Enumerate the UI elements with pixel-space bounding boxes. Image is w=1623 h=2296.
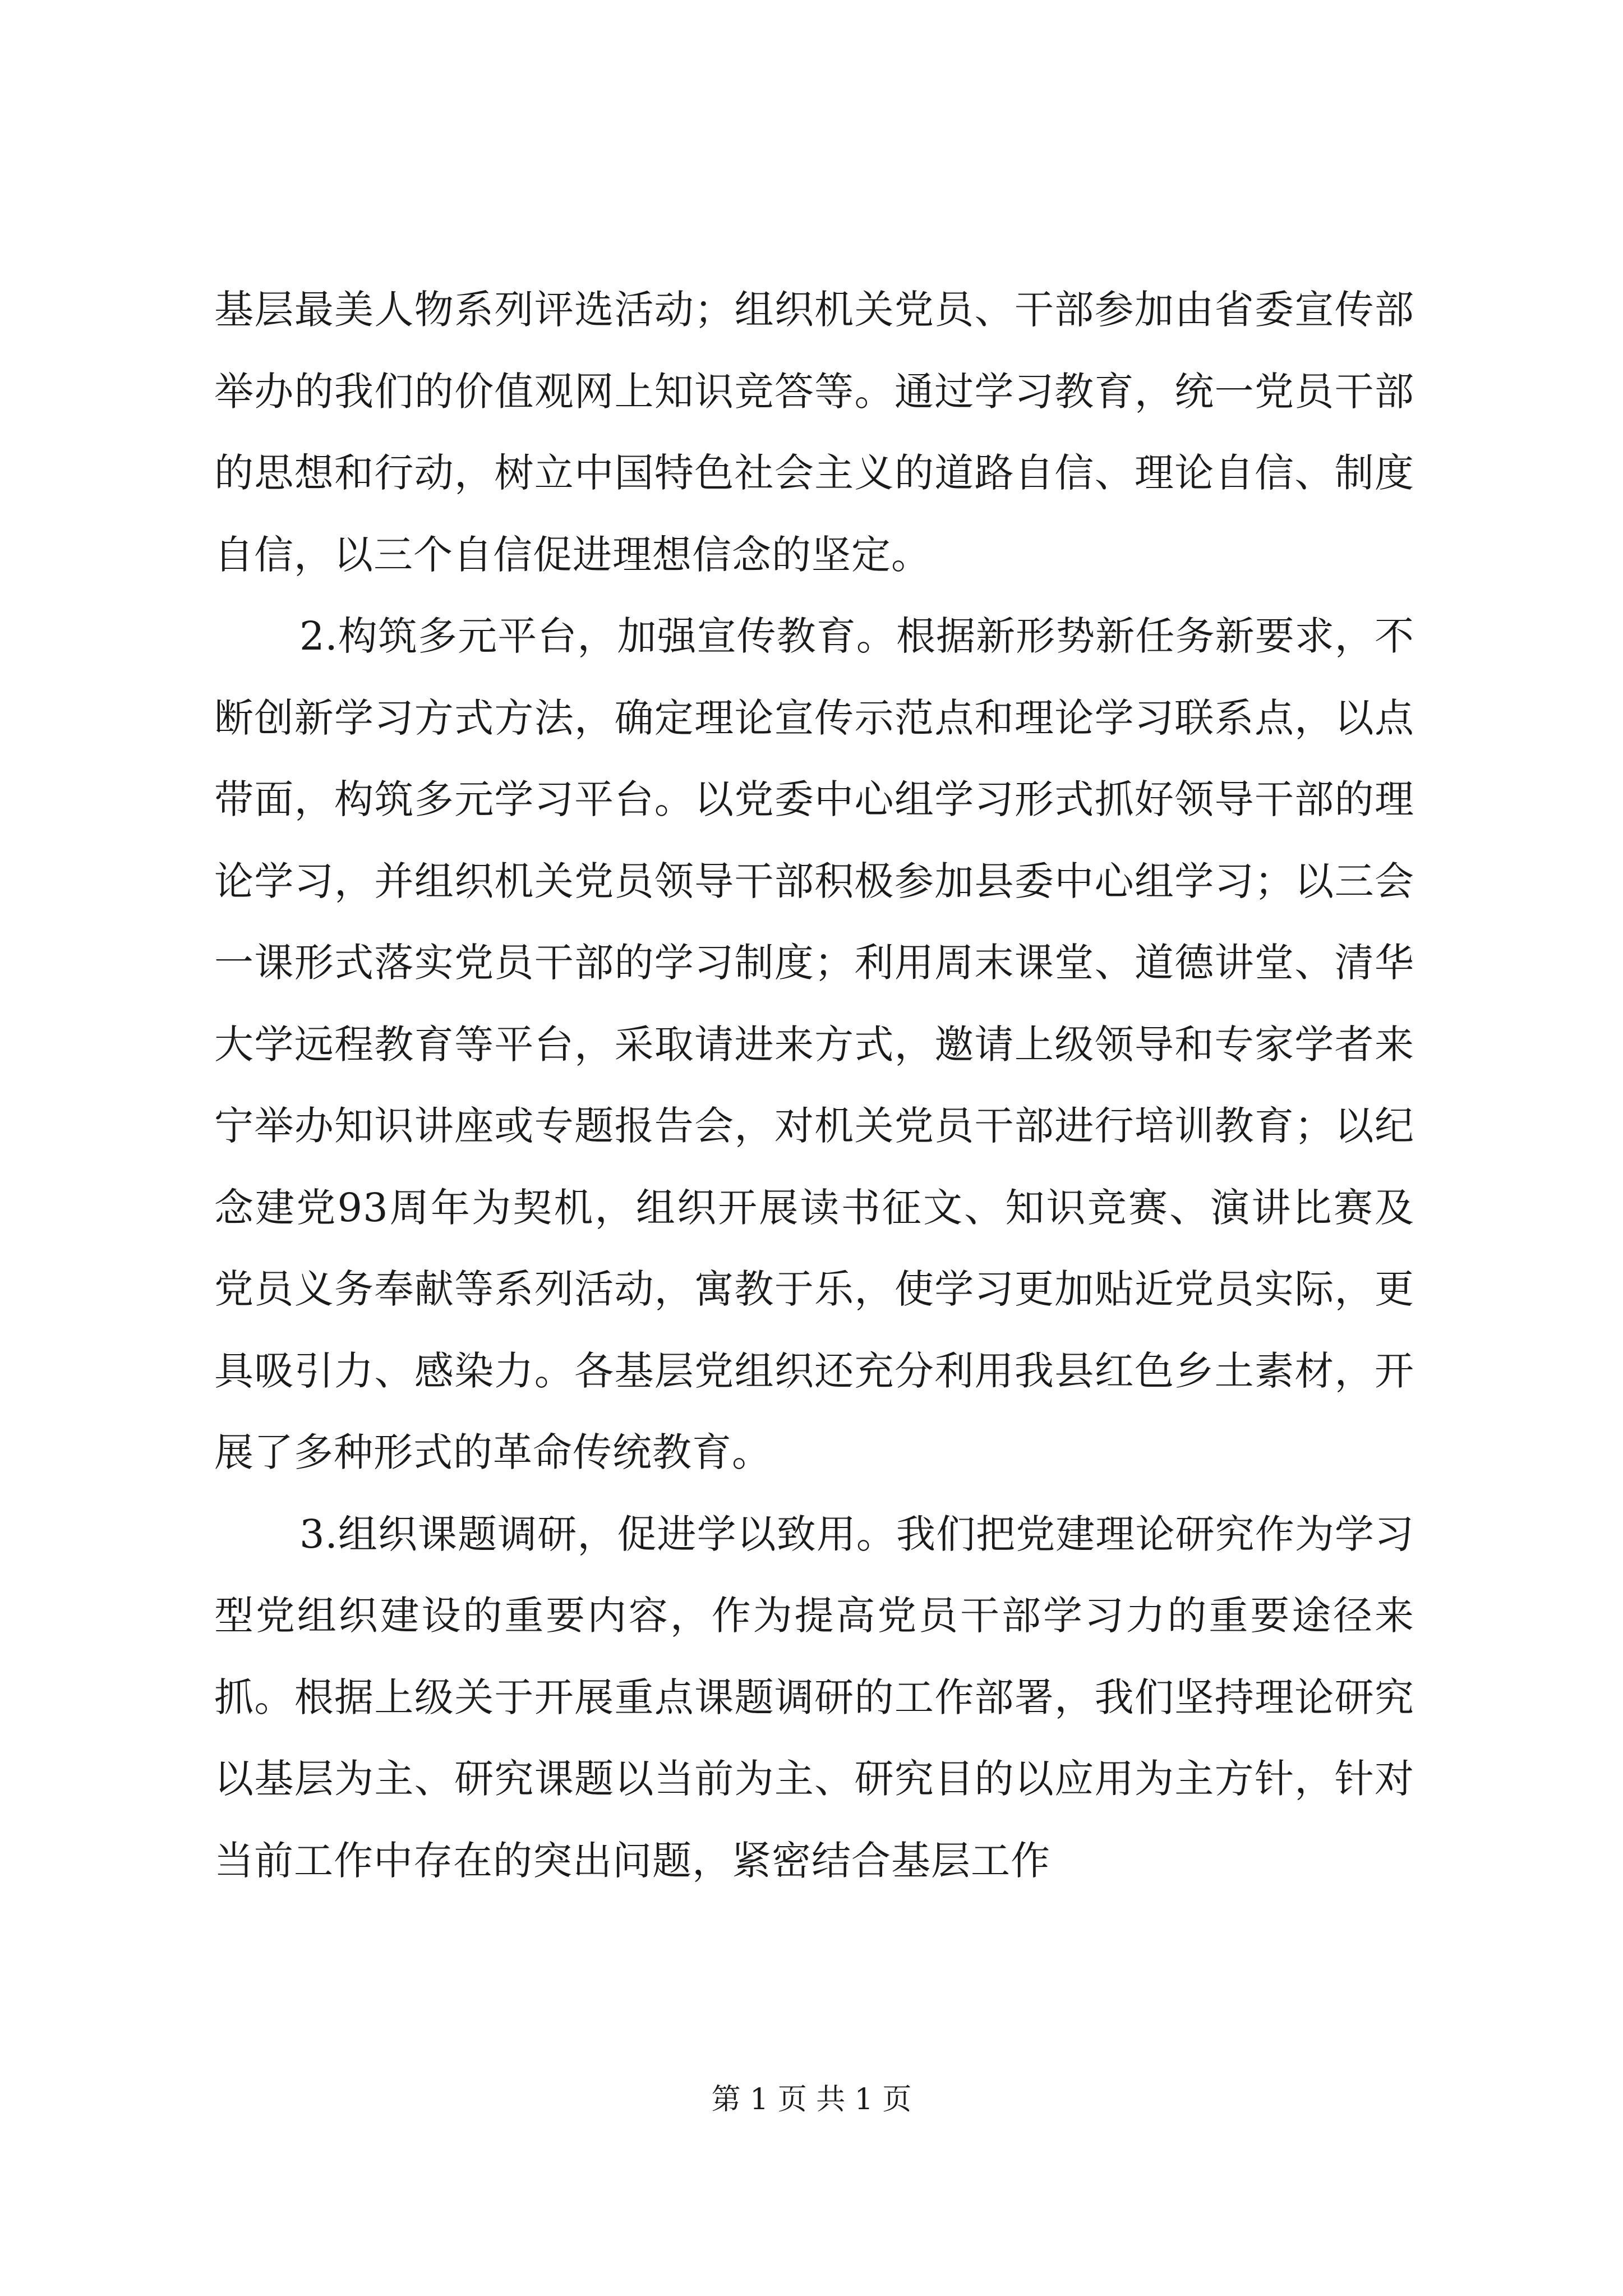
page-number-indicator: 第 1 页 共 1 页: [711, 2083, 912, 2116]
paragraph-section-2: 2.构筑多元平台，加强宣传教育。根据新形势新任务新要求，不断创新学习方式方法，确定理论宣传示范点和理论学习联系点，以点带面，构筑多元学习平台。以党委中心组学习形式抓好领导干部的理论学习，并组织机关党员领导干部积极参加县委中心组学习；以三会一课形式落实党员干部的学习制度；利用周末课堂、道德讲堂、清华大学远程教育等平台，采取请进来方式，邀请上级领导和专家学者来宁举办知识讲座或专题报告会，对机关党员干部进行培训教育；以纪念建党93周年为契机，组织开展读书征文、知识竞赛、演讲比赛及党员义务奉献等系列活动，寓教于乐，使学习更加贴近党员实际，更具吸引力、感染力。各基层党组织还充分利用我县红色乡土素材，开展了多种形式的革命传统教育。: [214, 613, 1414, 1475]
paragraph-section-3: 3.组织课题调研，促进学以致用。我们把党建理论研究作为学习型党组织建设的重要内容，作为提高党员干部学习力的重要途径来抓。根据上级关于开展重点课题调研的工作部署，我们坚持理论研究以基层为主、研究课题以当前为主、研究目的以应用为主方针，针对当前工作中存在的突出问题，紧密结合基层工作: [214, 1511, 1414, 1884]
paragraph-continuation: 基层最美人物系列评选活动；组织机关党员、干部参加由省委宣传部举办的我们的价值观网上知识竞答等。通过学习教育，统一党员干部的思想和行动，树立中国特色社会主义的道路自信、理论自信、制度自信，以三个自信促进理想信念的坚定。: [214, 287, 1414, 578]
document-body: [214, 269, 1414, 1902]
page-footer: [0, 2080, 1623, 2119]
